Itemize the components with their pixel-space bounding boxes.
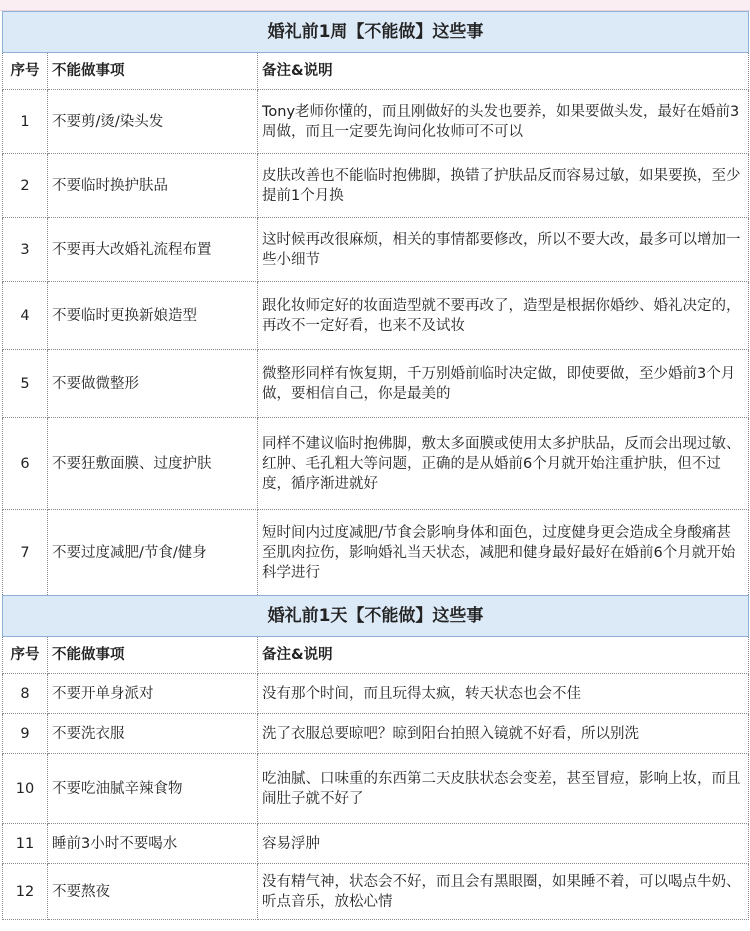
table-row <box>3 350 749 418</box>
row-num: 12 <box>3 864 48 920</box>
table-row <box>3 754 749 824</box>
table-row <box>3 714 749 754</box>
table-row <box>3 674 749 714</box>
row-note: 没有那个时间，而且玩得太疯，转天状态也会不佳 <box>258 674 749 714</box>
row-num: 6 <box>3 418 48 510</box>
row-num: 8 <box>3 674 48 714</box>
section-title-row <box>3 596 749 637</box>
table-row <box>3 824 749 864</box>
section-title: 婚礼前1天【不能做】这些事 <box>3 596 749 637</box>
header-note: 备注&说明 <box>258 53 749 90</box>
row-item: 不要过度减肥/节食/健身 <box>48 510 258 596</box>
header-item: 不能做事项 <box>48 637 258 674</box>
table-row <box>3 864 749 920</box>
row-item: 不要洗衣服 <box>48 714 258 754</box>
row-note: 这时候再改很麻烦，相关的事情都要修改，所以不要大改，最多可以增加一些小细节 <box>258 218 749 282</box>
row-num: 2 <box>3 154 48 218</box>
row-num: 11 <box>3 824 48 864</box>
row-note: 洗了衣服总要晾吧？晾到阳台拍照入镜就不好看，所以别洗 <box>258 714 749 754</box>
table-row <box>3 218 749 282</box>
row-item: 不要剪/烫/染头发 <box>48 90 258 154</box>
row-note: 短时间内过度减肥/节食会影响身体和面色，过度健身更会造成全身酸痛甚至肌肉拉伤，影响婚礼当天状态，减肥和健身最好最好在婚前6个月就开始科学进行 <box>258 510 749 596</box>
row-item: 不要开单身派对 <box>48 674 258 714</box>
row-note: 微整形同样有恢复期，千万别婚前临时决定做，即使要做，至少婚前3个月做，要相信自己，你是最美的 <box>258 350 749 418</box>
row-item: 不要吃油腻辛辣食物 <box>48 754 258 824</box>
table-row <box>3 90 749 154</box>
row-note: 没有精气神，状态会不好，而且会有黑眼圈，如果睡不着，可以喝点牛奶、听点音乐，放松心情 <box>258 864 749 920</box>
row-num: 10 <box>3 754 48 824</box>
header-row <box>3 53 749 90</box>
row-num: 5 <box>3 350 48 418</box>
section-title-row <box>3 12 749 53</box>
row-note: 容易浮肿 <box>258 824 749 864</box>
row-item: 不要临时换护肤品 <box>48 154 258 218</box>
row-note: 同样不建议临时抱佛脚，敷太多面膜或使用太多护肤品，反而会出现过敏、红肿、毛孔粗大等问题，正确的是从婚前6个月就开始注重护肤，但不过度，循序渐进就好 <box>258 418 749 510</box>
row-num: 4 <box>3 282 48 350</box>
row-item: 不要临时更换新娘造型 <box>48 282 258 350</box>
row-item: 睡前3小时不要喝水 <box>48 824 258 864</box>
row-note: 皮肤改善也不能临时抱佛脚，换错了护肤品反而容易过敏，如果要换，至少提前1个月换 <box>258 154 749 218</box>
row-item: 不要再大改婚礼流程布置 <box>48 218 258 282</box>
section-title: 婚礼前1周【不能做】这些事 <box>3 12 749 53</box>
table-row <box>3 510 749 596</box>
row-item: 不要熬夜 <box>48 864 258 920</box>
header-num: 序号 <box>3 637 48 674</box>
row-num: 3 <box>3 218 48 282</box>
rules-table <box>2 11 749 920</box>
table-row <box>3 154 749 218</box>
top-strip <box>0 0 750 11</box>
row-note: 跟化妆师定好的妆面造型就不要再改了，造型是根据你婚纱、婚礼决定的，再改不一定好看，也来不及试妆 <box>258 282 749 350</box>
table-row <box>3 282 749 350</box>
header-item: 不能做事项 <box>48 53 258 90</box>
row-item: 不要做微整形 <box>48 350 258 418</box>
table-row <box>3 418 749 510</box>
row-note: Tony老师你懂的，而且刚做好的头发也要养，如果要做头发，最好在婚前3周做，而且一定要先询问化妆师可不可以 <box>258 90 749 154</box>
row-num: 9 <box>3 714 48 754</box>
row-item: 不要狂敷面膜、过度护肤 <box>48 418 258 510</box>
header-row <box>3 637 749 674</box>
header-num: 序号 <box>3 53 48 90</box>
header-note: 备注&说明 <box>258 637 749 674</box>
row-num: 7 <box>3 510 48 596</box>
row-num: 1 <box>3 90 48 154</box>
row-note: 吃油腻、口味重的东西第二天皮肤状态会变差，甚至冒痘，影响上妆，而且闹肚子就不好了 <box>258 754 749 824</box>
